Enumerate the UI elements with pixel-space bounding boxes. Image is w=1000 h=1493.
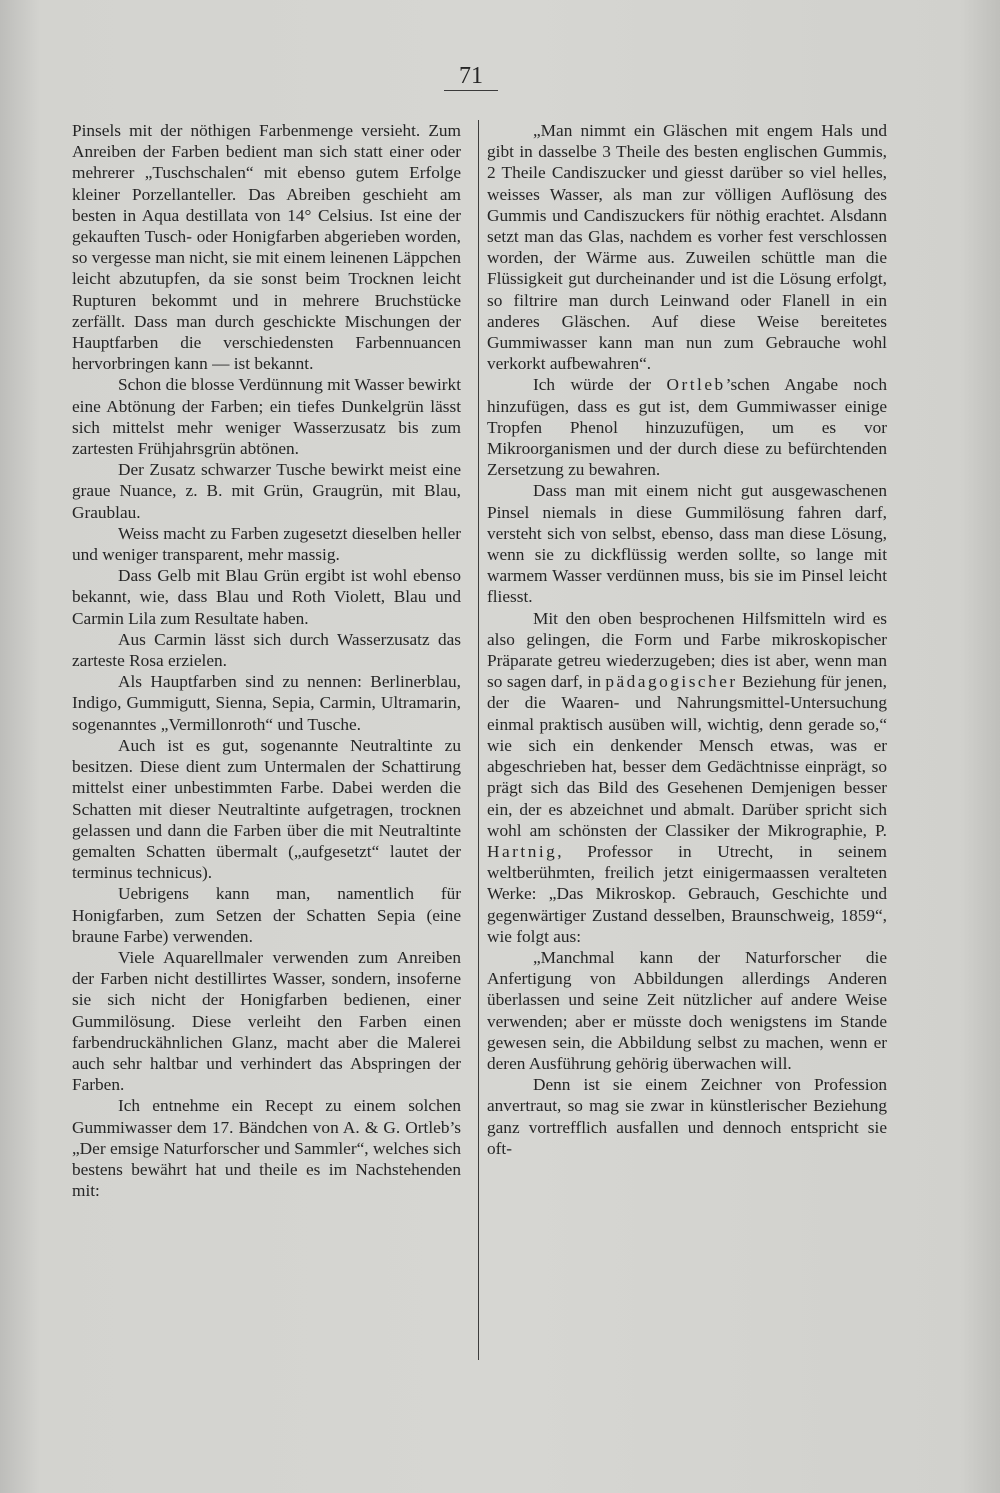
text-run: Beziehung für jenen, der die Waaren- und Nahrungsmittel-Untersuchung einmal praktisch ausüben will, wichtig, denn gerade so,“ wie sich ein denkender Mensch etwas, was er abgeschrieben hat, besser dem Gedächtnisse einprägt, so prägt sich das Bild des Gesehenen Demjenigen besser ein, der es abzeichnet und abmalt. Darüber spricht sich wohl am schönsten der Classiker der Mikrographie, P. [487, 672, 888, 840]
quote-paragraph: „Man nimmt ein Gläschen mit engem Hals und gibt in dasselbe 3 Theile des besten englischen Gummis, 2 Theile Candiszucker und giesst darüber so viel helles, weisses Wasser, als man zur völligen Auflösung des Gummis und Candiszuckers für nöthig erachtet. Alsdann setzt man das Glas, nachdem es vorher fest verschlossen worden, der Wärme aus. Zuweilen schüttle man die Flüssigkeit gut durcheinander und ist die Lösung erfolgt, so filtrire man durch Leinwand oder Flanell in ein anderes Gläschen. Auf diese Weise bereitetes Gummiwasser kann man nun zum Gebrauche wohl verkorkt aufbewahren“. [487, 121, 887, 374]
text-run: , Professor in Utrecht, in seinem weltberühmten, freilich jetzt einigermaassen veralteten Werke: „Das Mikroskop. Gebrauch, Geschichte und gegenwärtiger Zustand desselben, Braunschweig, 1859“, wie folgt aus: [487, 841, 887, 946]
paragraph: Schon die blosse Verdünnung mit Wasser bewirkt eine Abtönung der Farben; ein tiefes Dunkelgrün lässt sich mittelst mehr weniger Wasserzusatz bis zum zartesten Frühjahrsgrün abtönen. [72, 375, 461, 459]
paragraph [487, 374, 887, 480]
page-number: 71 [459, 63, 483, 89]
left-column [72, 120, 461, 1201]
text-run: Mit den oben besprochenen Hilfsmitteln wird es also gelingen, die Form und Farbe mikroskopischer Präparate getreu wiederzugeben; dies ist aber, wenn man so sagen darf, in [487, 608, 887, 692]
paragraph: Weiss macht zu Farben zugesetzt dieselben heller und weniger transparent, mehr massig. [72, 523, 461, 565]
paragraph [487, 608, 887, 947]
column-divider [478, 120, 479, 1360]
paragraph: Ich entnehme ein Recept zu einem solchen Gummiwasser dem 17. Bändchen von A. & G. Ortleb’s „Der emsige Naturforscher und Sammler“, welches sich bestens bewährt hat und theile es im Nachstehenden mit: [72, 1096, 461, 1201]
paragraph: Der Zusatz schwarzer Tusche bewirkt meist eine graue Nuance, z. B. mit Grün, Graugrün, mit Blau, Graublau. [72, 460, 461, 522]
emphasis-spaced: pädagogischer [605, 672, 738, 692]
paragraph: Als Hauptfarben sind zu nennen: Berlinerblau, Indigo, Gummigutt, Sienna, Sepia, Carmin, Ultramarin, sogenanntes „Vermillonroth“ und Tusche. [72, 672, 461, 734]
paragraph: Aus Carmin lässt sich durch Wasserzusatz das zarteste Rosa erzielen. [72, 629, 461, 671]
paragraph: Dass Gelb mit Blau Grün ergibt ist wohl ebenso bekannt, wie, dass Blau und Roth Violett, Blau und Carmin Lila zum Resultate haben. [72, 566, 461, 628]
quote-paragraph: „Manchmal kann der Naturforscher die Anfertigung von Abbildungen allerdings Anderen überlassen und seine Zeit nützlicher auf andere Weise verwenden; aber er müsste doch wenigstens im Stande gewesen sein, die Abbildung selbst zu machen, wenn er deren Ausführung gehörig überwachen will. [487, 947, 887, 1073]
text-run: ’schen Angabe noch hinzufügen, dass es gut ist, dem Gummiwasser einige Tropfen Phenol hinzuzufügen, um es vor Mikroorganismen und der durch diese zu befürchtenden Zersetzung zu bewahren. [487, 375, 887, 480]
paragraph: Viele Aquarellmaler verwenden zum Anreiben der Farben nicht destillirtes Wasser, sondern, insoferne sie sich nicht der Honigfarben bedienen, einer Gummilösung. Diese verleiht den Farben einen farbendruckähnlichen Glanz, macht aber die Malerei auch sehr haltbar und verhindert das Abspringen der Farben. [72, 947, 461, 1095]
right-column [487, 120, 887, 1159]
page-number-rule [444, 90, 498, 91]
paragraph: Uebrigens kann man, namentlich für Honigfarben, zum Setzen der Schatten Sepia (eine braune Farbe) verwenden. [72, 884, 461, 946]
paragraph: Auch ist es gut, sogenannte Neutraltinte zu besitzen. Diese dient zum Untermalen der Schattirung mittelst einer unbestimmten Farbe. Dabei werden die Schatten mit dieser Neutraltinte aufgetragen, trocknen gelassen und dann die Farben über die mit Neutraltinte gemalten Schatten übermalt („aufgesetzt“ lautet der terminus technicus). [72, 735, 461, 883]
author-name-ortleb: Ortleb [666, 375, 726, 395]
text-run: Ich würde der [533, 375, 667, 395]
paragraph: Pinsels mit der nöthigen Farbenmenge versieht. Zum Anreiben der Farben bedient man sich statt einer oder mehrerer „Tuschschalen“ mit ebenso gutem Erfolge kleiner Porzellanteller. Das Abreiben geschieht am besten in Aqua destillata von 14° Celsius. Ist eine der gekauften Tusch- oder Honigfarben abgerieben worden, so vergesse man nicht, sie mit einem leinenen Läppchen leicht abzutupfen, da sie sonst beim Trocknen leicht Rupturen bekommt und in mehrere Bruchstücke zerfällt. Dass man durch geschickte Mischungen der Hauptfarben die verschiedensten Farbennuancen hervorbringen kann — ist bekannt. [72, 121, 461, 374]
author-name-hartnig: Hartnig [487, 841, 558, 861]
paragraph: Denn ist sie einem Zeichner von Profession anvertraut, so mag sie zwar in künstlerischer Beziehung ganz vortrefflich ausfallen und dennoch entspricht sie oft- [487, 1075, 887, 1158]
paragraph: Dass man mit einem nicht gut ausgewaschenen Pinsel niemals in diese Gummilösung fahren darf, versteht sich von selbst, ebenso, dass man diese Lösung, wenn sie zu dickflüssig werden sollte, so lange mit warmem Wasser verdünnen muss, bis sie im Pinsel leicht fliesst. [487, 481, 887, 607]
